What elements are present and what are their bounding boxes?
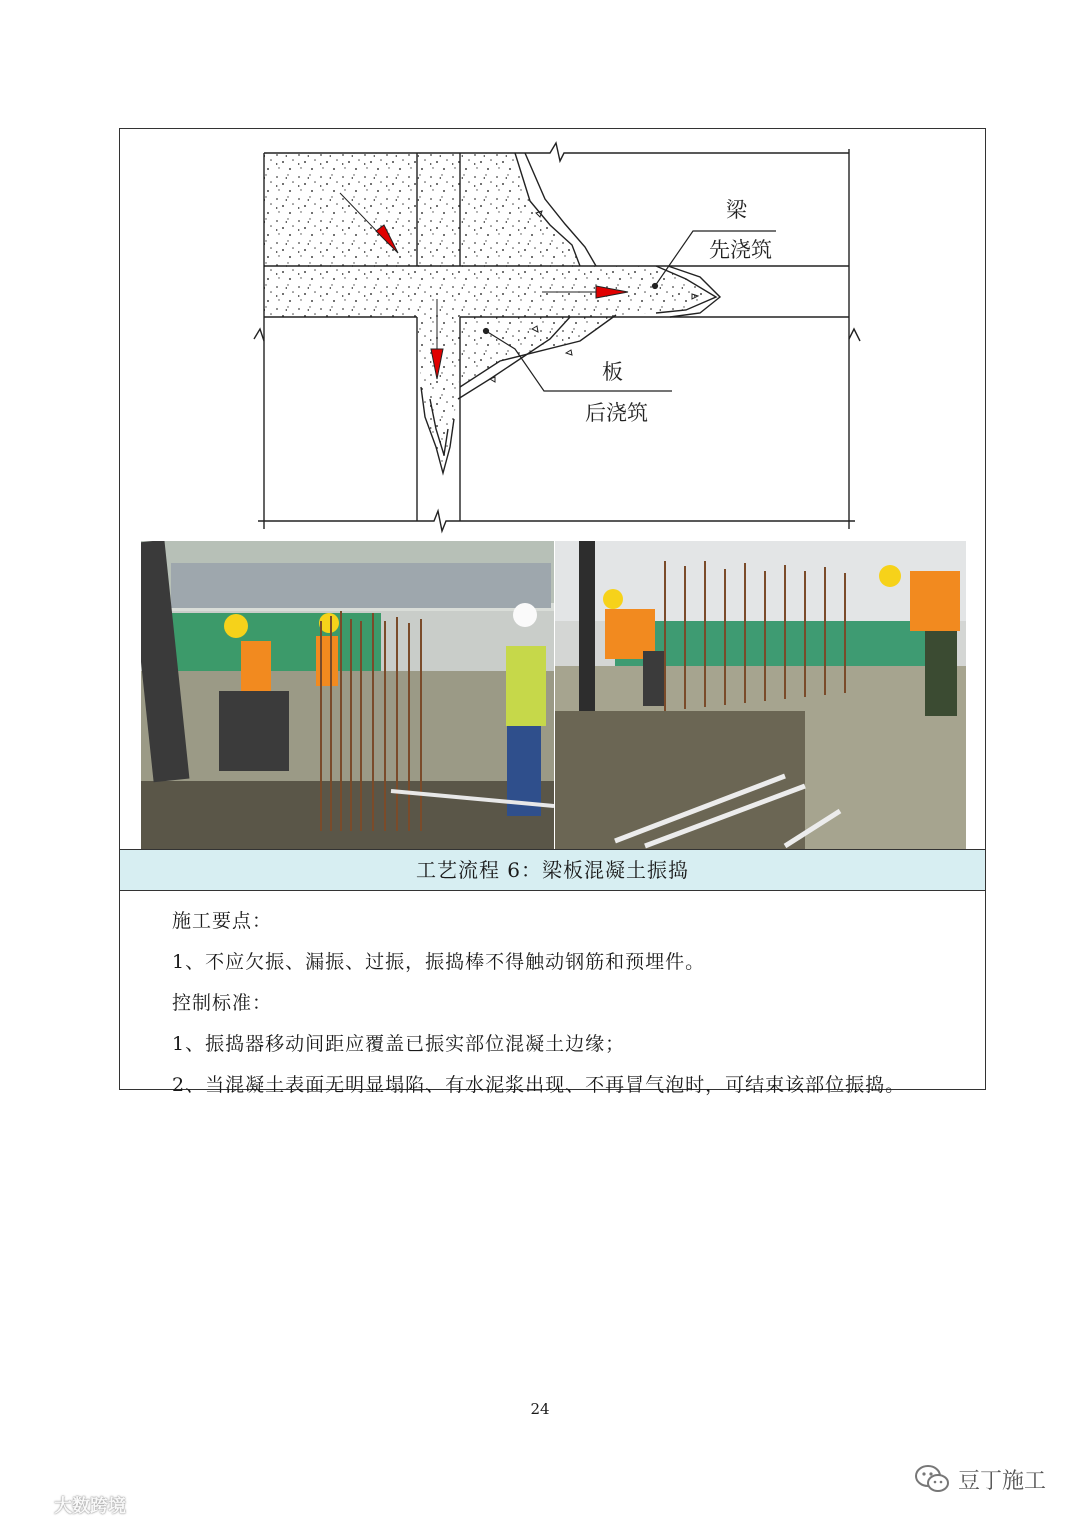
page-number: 24 <box>530 1400 550 1418</box>
label-beam: 梁 <box>726 198 747 222</box>
concrete-mass <box>264 153 716 473</box>
construction-photo-pouring-icon <box>141 541 554 849</box>
point-item: 1、不应欠振、漏振、过振，振捣棒不得触动钢筋和预埋件。 <box>172 951 706 973</box>
watermark-right-text: 豆丁施工 <box>957 1468 1046 1494</box>
construction-photo-vibrating-icon <box>555 541 966 849</box>
watermark-right <box>914 1462 1046 1496</box>
beam-slab-diagram <box>120 129 985 539</box>
standard-item: 1、振捣器移动间距应覆盖已振实部位混凝土边缘； <box>172 1033 626 1055</box>
standards-heading: 控制标准： <box>172 992 273 1014</box>
photo-right <box>555 541 966 849</box>
watermark-left <box>8 1492 126 1518</box>
label-slab: 板 <box>602 360 623 384</box>
standard-item: 2、当混凝土表面无明显塌陷、有水泥浆出现、不再冒气泡时，可结束该部位振捣。 <box>172 1074 906 1096</box>
label-beam-note: 先浇筑 <box>709 238 772 262</box>
wechat-icon <box>914 1464 950 1494</box>
process-caption: 工艺流程 6：梁板混凝土振捣 <box>120 849 985 891</box>
notes-section <box>172 901 905 1106</box>
content-frame <box>119 128 986 1096</box>
points-heading: 施工要点： <box>172 910 273 932</box>
photo-left <box>141 541 554 849</box>
brand-logo-icon <box>8 1494 48 1516</box>
watermark-left-text: 大数跨境 <box>54 1496 126 1517</box>
label-slab-note: 后浇筑 <box>585 401 648 425</box>
